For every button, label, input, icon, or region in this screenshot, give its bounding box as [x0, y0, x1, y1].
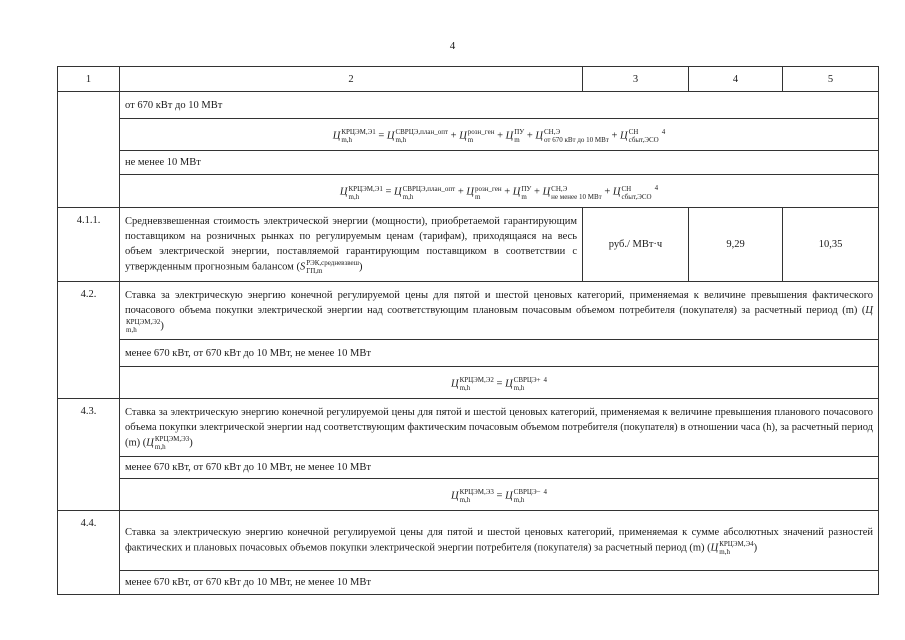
table-row — [58, 119, 879, 151]
formula-e2: Ц КРЦЭМ,Э2 m,h = Ц СВРЦЭ+ m,h $^4$ — [120, 367, 879, 399]
header-col-5: 5 — [783, 67, 879, 92]
range-label: не менее 10 МВт — [120, 151, 879, 175]
table-row — [58, 367, 879, 399]
table-row — [58, 175, 879, 208]
table-row — [58, 151, 879, 175]
row-description: Ставка за электрическую энергию конечной регулируемой цены для пятой и шестой ценовых категорий, применяемая к величине превышения планового почасового объема покупки электрической энергии над соответствующим фактическим почасовым объемом потребителя (покупателя) в отношении часа (h), за расчетный период (m) (Ц КРЦЭМ,Э3 m,h ) — [120, 399, 879, 457]
header-col-1: 1 — [58, 67, 120, 92]
page-number: 4 — [449, 40, 456, 52]
table-row — [58, 479, 879, 511]
formula-e1-mid: Ц КРЦЭМ,Э1 m,h = Ц СВРЦЭ,план_опт m,h + Ц розн_ген m + Ц ПУ m + Ц СН,Э от 670 кВт до 10 МВт + Ц СН сбыт,ЭСО $^4$ — [120, 119, 879, 151]
range-label: менее 670 кВт, от 670 кВт до 10 МВт, не менее 10 МВт — [120, 457, 879, 479]
header-col-2: 2 — [120, 67, 583, 92]
row-number: 4.1.1. — [58, 208, 120, 282]
formula-e1-high: Ц КРЦЭМ,Э1 m,h = Ц СВРЦЭ,план_опт m,h + Ц розн_ген m + Ц ПУ m + Ц СН,Э не менее 10 МВт + Ц СН сбыт,ЭСО $^4$ — [120, 175, 879, 208]
row-number: 4.3. — [58, 399, 120, 511]
range-label: от 670 кВт до 10 МВт — [120, 92, 879, 119]
range-label: менее 670 кВт, от 670 кВт до 10 МВт, не менее 10 МВт — [120, 340, 879, 367]
table-row — [58, 208, 879, 282]
table-row — [58, 282, 879, 340]
table-row — [58, 511, 879, 571]
table-row — [58, 399, 879, 457]
row-number: 4.4. — [58, 511, 120, 595]
value-cell-col-5: 10,35 — [783, 208, 879, 282]
table-row — [58, 457, 879, 479]
table-row — [58, 92, 879, 119]
unit-cell: руб./ МВт·ч — [583, 208, 689, 282]
row-description: Ставка за электрическую энергию конечной регулируемой цены для пятой и шестой ценовых категорий, применяемая к сумме абсолютных значений разностей фактических и плановых почасовых объемов покупки электрической энергии потребителя (покупателя) за расчетный период (m) (Ц КРЦЭМ,Э4 m,h ) — [120, 511, 879, 571]
header-row — [58, 67, 879, 92]
header-col-4: 4 — [689, 67, 783, 92]
row-description: Ставка за электрическую энергию конечной регулируемой цены для пятой и шестой ценовых категорий, применяемая к величине превышения фактического почасового объема покупки электрической энергии над соответствующим плановым почасовым объемом потребителя (покупателя) за расчетный период (m) (Ц КРЦЭМ,Э2 m,h ) — [120, 282, 879, 340]
formula-e3: Ц КРЦЭМ,Э3 m,h = Ц СВРЦЭ− m,h $^4$ — [120, 479, 879, 511]
row-number-cell — [58, 92, 120, 208]
row-number: 4.2. — [58, 282, 120, 399]
value-cell-col-4: 9,29 — [689, 208, 783, 282]
header-col-3: 3 — [583, 67, 689, 92]
table-row — [58, 571, 879, 595]
row-description: Средневзвешенная стоимость электрической энергии (мощности), приобретаемой гарантирующим поставщиком на розничных рынках по регулируемым ценам (тарифам), приходящаяся на весь объем электрической энергии, поставляемой гарантирующим поставщиком в соответствии с утвержденным прогнозным балансом (S РЭК,средневзвеш ГП,m ) — [120, 208, 583, 282]
table-row — [58, 340, 879, 367]
tariff-table — [57, 66, 879, 595]
range-label: менее 670 кВт, от 670 кВт до 10 МВт, не менее 10 МВт — [120, 571, 879, 595]
